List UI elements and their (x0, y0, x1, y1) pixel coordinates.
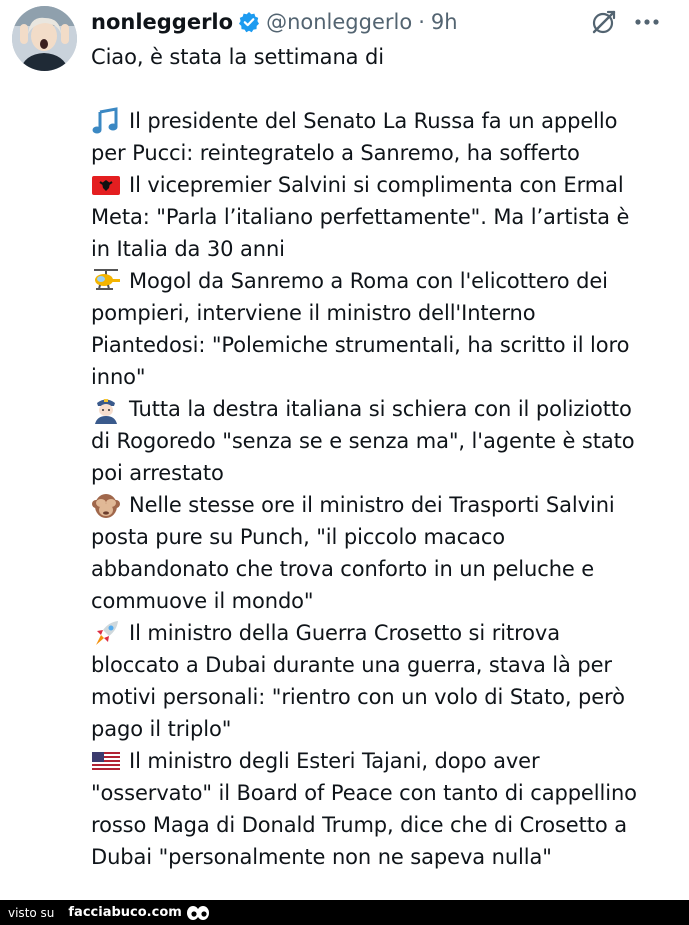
more-options-icon[interactable] (632, 10, 662, 34)
separator-dot: · (418, 10, 425, 34)
helicopter-emoji-icon (91, 266, 121, 296)
tweet-line (91, 329, 681, 361)
tweet-line-text: bloccato a Dubai durante una guerra, stava là per (91, 653, 612, 677)
albania-flag-emoji-icon (91, 170, 121, 200)
eyes-logo-icon (186, 905, 210, 921)
tweet-line-text: di Rogoredo "senza se e senza ma", l'agente è stato (91, 429, 635, 453)
tweet-line (91, 745, 681, 777)
tweet-line (91, 585, 681, 617)
tweet-line (91, 393, 681, 425)
tweet-line (91, 553, 681, 585)
tweet-line (91, 649, 681, 681)
tweet-line-text: Il presidente del Senato La Russa fa un appello (129, 109, 618, 133)
tweet-line (91, 169, 681, 201)
blank-line (91, 73, 681, 105)
tweet-line-text: pompieri, interviene il ministro dell'Interno (91, 301, 536, 325)
tweet-line-text: motivi personali: "rientro con un volo di Stato, però (91, 685, 625, 709)
tweet-line (91, 713, 681, 745)
rocket-emoji-icon (91, 618, 121, 648)
tweet-line-text: "osservato" il Board of Peace con tanto di cappellino (91, 781, 637, 805)
tweet-line (91, 809, 681, 841)
police-officer-emoji-icon (91, 394, 121, 424)
us-flag-emoji-icon (91, 746, 121, 776)
tweet-line-text: Dubai "personalmente non ne sapeva nulla" (91, 845, 552, 869)
tweet-line (91, 425, 681, 457)
musical-notes-emoji-icon (91, 106, 121, 136)
tweet-line-text: in Italia da 30 anni (91, 237, 285, 261)
tweet-line (91, 617, 681, 649)
tweet-line (91, 233, 681, 265)
tweet-line-text: pago il triplo" (91, 717, 232, 741)
tweet-header (91, 4, 458, 40)
tweet-line-text: posta pure su Punch, "il piccolo macaco (91, 525, 506, 549)
tweet-line-text: Tutta la destra italiana si schiera con il poliziotto (129, 397, 632, 421)
tweet-line (91, 521, 681, 553)
avatar[interactable] (12, 6, 77, 71)
visto-su-label: visto su (8, 905, 55, 920)
author-name[interactable]: nonleggerlo (91, 10, 234, 34)
tweet-line (91, 457, 681, 489)
grok-icon[interactable] (590, 8, 618, 36)
tweet-line-text: Il ministro della Guerra Crosetto si ritrova (129, 621, 561, 645)
tweet-line-text: abbandonato che trova conforto in un peluche e (91, 557, 595, 581)
tweet-line-text: Mogol da Sanremo a Roma con l'elicottero dei (129, 269, 608, 293)
tweet-timestamp[interactable]: 9h (430, 10, 458, 34)
tweet-line-text: Il ministro degli Esteri Tajani, dopo aver (129, 749, 540, 773)
tweet-line-text: inno" (91, 365, 146, 389)
verified-badge-icon (238, 11, 260, 33)
tweet-line (91, 841, 681, 873)
tweet-line (91, 201, 681, 233)
tweet-line (91, 297, 681, 329)
tweet-line-text: per Pucci: reintegratelo a Sanremo, ha sofferto (91, 141, 580, 165)
tweet-line (91, 681, 681, 713)
watermark-bar (0, 900, 689, 925)
tweet-intro: Ciao, è stata la settimana di (91, 45, 384, 69)
tweet-line-text: Il vicepremier Salvini si complimenta con Ermal (129, 173, 624, 197)
tweet-line-text: poi arrestato (91, 461, 224, 485)
see-no-evil-monkey-emoji-icon (91, 490, 121, 520)
tweet-line (91, 137, 681, 169)
tweet-line (91, 265, 681, 297)
tweet-line (91, 489, 681, 521)
tweet-line (91, 777, 681, 809)
site-name: facciabuco.com (68, 905, 182, 920)
tweet-line-text: Nelle stesse ore il ministro dei Trasporti Salvini (129, 493, 615, 517)
tweet-line (91, 105, 681, 137)
tweet-line (91, 361, 681, 393)
tweet-text (91, 41, 681, 873)
author-handle[interactable]: @nonleggerlo (266, 10, 413, 34)
tweet-line-text: Meta: "Parla l’italiano perfettamente". Ma l’artista è (91, 205, 630, 229)
tweet-line-text: commuove il mondo" (91, 589, 314, 613)
tweet-line-text: rosso Maga di Donald Trump, dice che di Crosetto a (91, 813, 627, 837)
tweet-line-text: Piantedosi: "Polemiche strumentali, ha scritto il loro (91, 333, 630, 357)
